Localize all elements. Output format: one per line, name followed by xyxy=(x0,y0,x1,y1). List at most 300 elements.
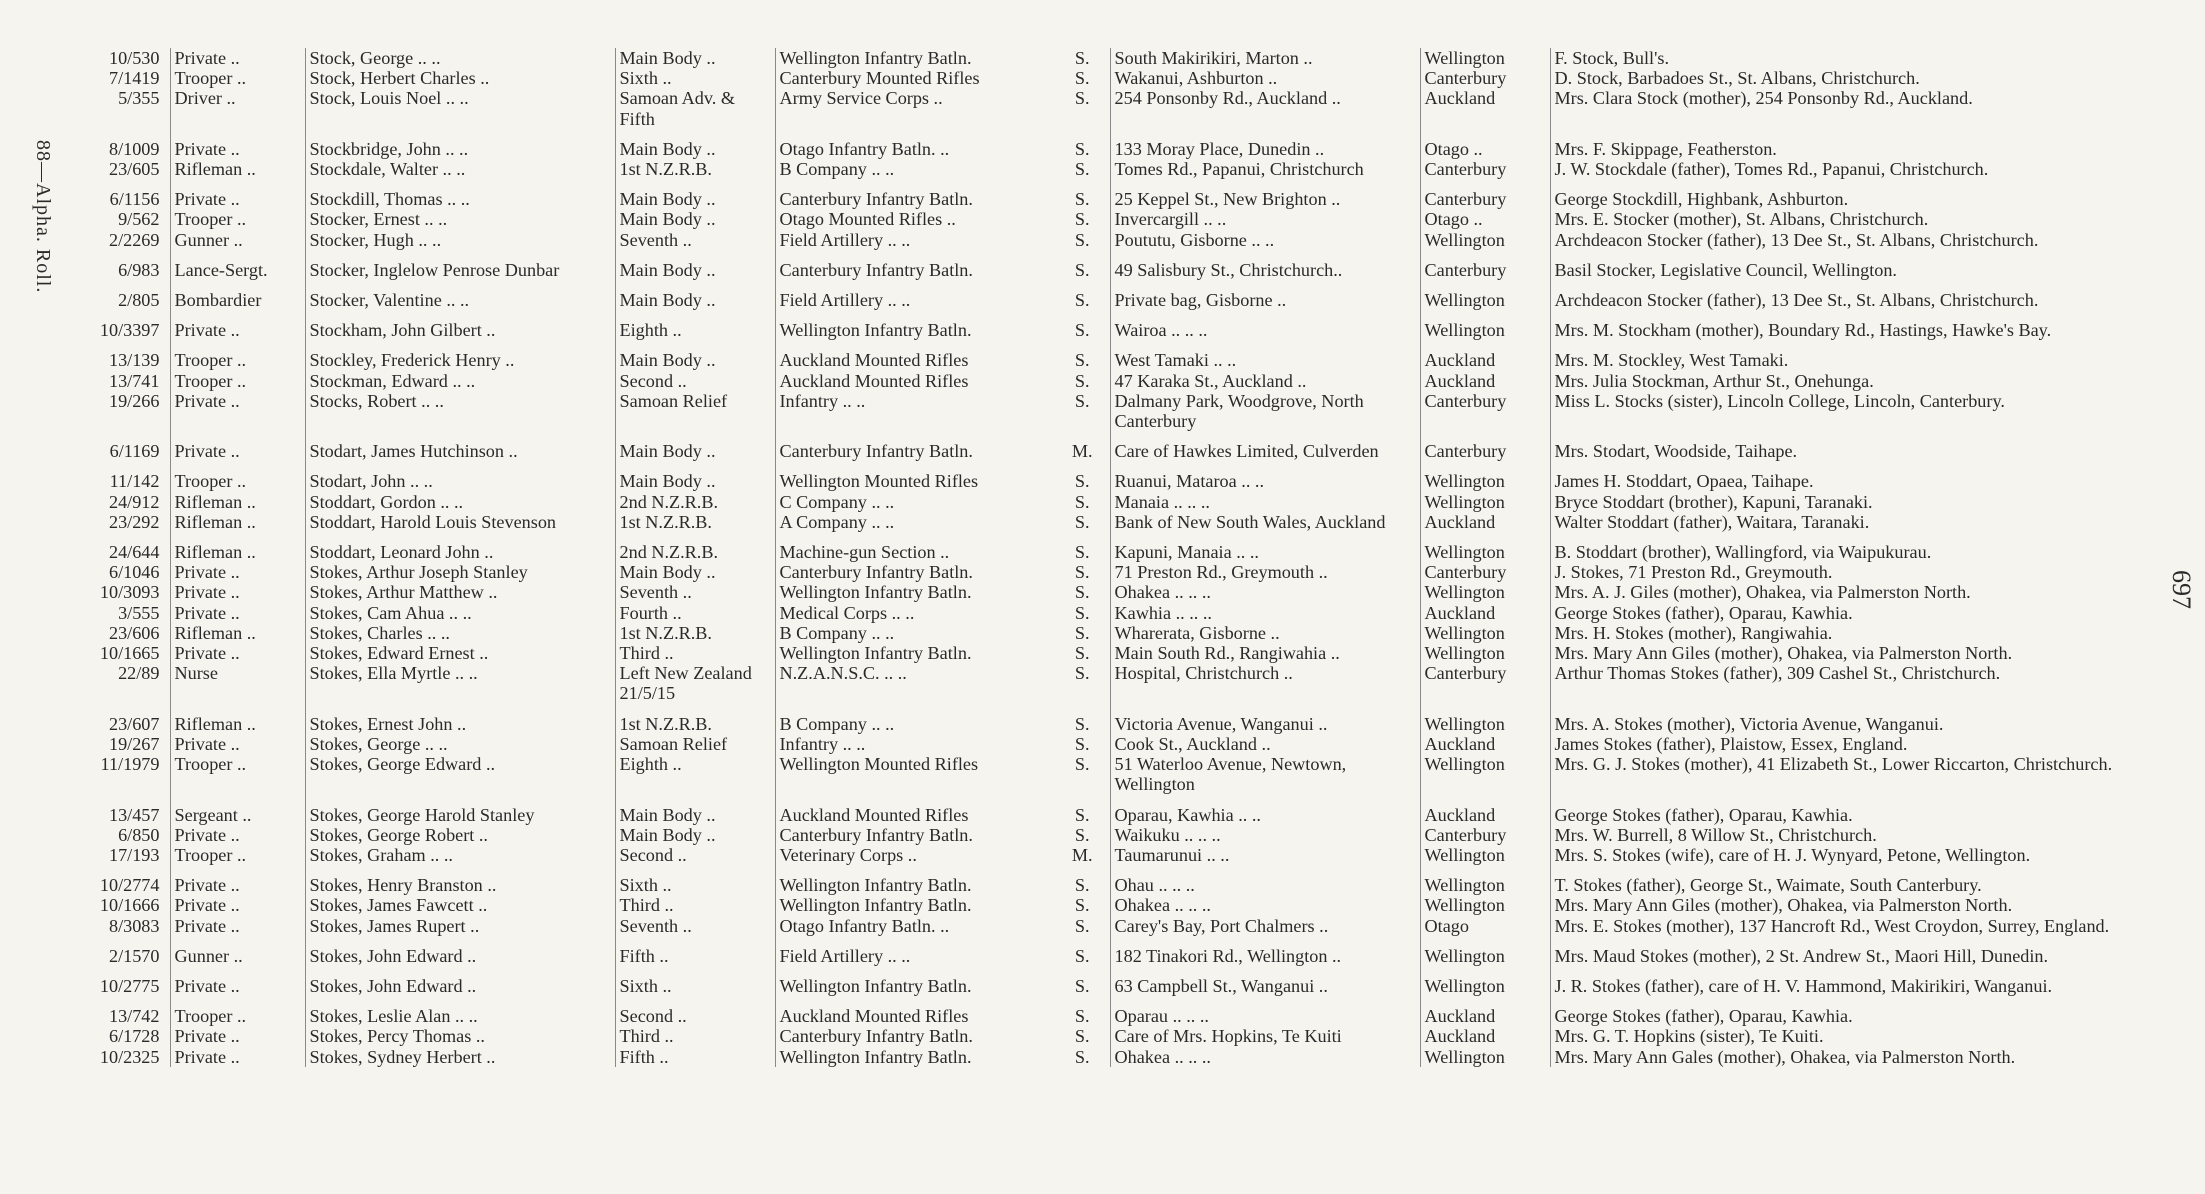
service-number-cell: 13/742 xyxy=(108,1006,160,1027)
table-row xyxy=(70,643,2150,663)
address-cell: Cook St., Auckland .. xyxy=(1110,734,1420,754)
marital-status-cell: S. xyxy=(1074,370,1090,391)
service-number-cell: 6/983 xyxy=(118,259,160,280)
soldier-name-cell: Stockdale, Walter .. .. xyxy=(305,159,615,189)
corps-cell: Canterbury Infantry Batln. xyxy=(775,1026,1055,1046)
table-row xyxy=(70,350,2150,370)
marital-status-cell: S. xyxy=(1074,159,1090,180)
soldier-name-cell: Stockdill, Thomas .. .. xyxy=(305,189,615,209)
corps-cell: B Company .. .. xyxy=(775,714,1055,734)
draft-cell: Third .. xyxy=(615,895,775,915)
soldier-name-cell: Stokes, Percy Thomas .. xyxy=(305,1026,615,1046)
draft-cell: Samoan Adv. & Fifth xyxy=(615,88,775,138)
marital-status-cell: S. xyxy=(1074,602,1090,623)
page-number: 697 xyxy=(2167,570,2196,609)
draft-cell: Main Body .. xyxy=(615,350,775,370)
table-row xyxy=(70,542,2150,562)
district-cell: Canterbury xyxy=(1420,391,1550,441)
address-cell: Waikuku .. .. .. xyxy=(1110,825,1420,845)
rank-cell: Rifleman .. xyxy=(170,159,305,189)
corps-cell: Wellington Infantry Batln. xyxy=(775,1047,1055,1067)
soldier-name-cell: Stockham, John Gilbert .. xyxy=(305,320,615,350)
service-number-cell: 2/1570 xyxy=(108,945,160,966)
side-label: 88—Alpha. Roll. xyxy=(32,140,54,294)
address-cell: 25 Keppel St., New Brighton .. xyxy=(1110,189,1420,209)
soldier-name-cell: Stokes, Arthur Joseph Stanley xyxy=(305,562,615,582)
rank-cell: Private .. xyxy=(170,1047,305,1067)
address-cell: 51 Waterloo Avenue, Newtown, Wellington xyxy=(1110,754,1420,804)
soldier-name-cell: Stoddart, Gordon .. .. xyxy=(305,492,615,512)
marital-status-cell: S. xyxy=(1074,824,1090,845)
district-cell: Wellington xyxy=(1420,976,1550,1006)
table-row xyxy=(70,512,2150,542)
next-of-kin-cell: Mrs. Stodart, Woodside, Taihape. xyxy=(1550,441,2150,471)
soldier-name-cell: Stockman, Edward .. .. xyxy=(305,371,615,391)
service-number-cell: 23/292 xyxy=(108,511,160,532)
corps-cell: Auckland Mounted Rifles xyxy=(775,1006,1055,1026)
roll-body xyxy=(70,48,2150,1067)
next-of-kin-cell: Basil Stocker, Legislative Council, Wellington. xyxy=(1550,260,2150,290)
draft-cell: Main Body .. xyxy=(615,290,775,320)
next-of-kin-cell: T. Stokes (father), George St., Waimate, South Canterbury. xyxy=(1550,875,2150,895)
soldier-name-cell: Stokes, Leslie Alan .. .. xyxy=(305,1006,615,1026)
service-number-cell: 5/355 xyxy=(118,88,160,109)
corps-cell: Canterbury Infantry Batln. xyxy=(775,189,1055,209)
soldier-name-cell: Stokes, George Edward .. xyxy=(305,754,615,804)
next-of-kin-cell: Mrs. S. Stokes (wife), care of H. J. Wynyard, Petone, Wellington. xyxy=(1550,845,2150,875)
table-row xyxy=(70,845,2150,875)
table-row xyxy=(70,916,2150,946)
draft-cell: Fifth .. xyxy=(615,946,775,976)
table-row xyxy=(70,48,2150,68)
soldier-name-cell: Stokes, George .. .. xyxy=(305,734,615,754)
district-cell: Wellington xyxy=(1420,320,1550,350)
table-row xyxy=(70,88,2150,138)
rank-cell: Private .. xyxy=(170,875,305,895)
soldier-name-cell: Stokes, Sydney Herbert .. xyxy=(305,1047,615,1067)
draft-cell: Main Body .. xyxy=(615,139,775,159)
rank-cell: Private .. xyxy=(170,582,305,602)
draft-cell: Main Body .. xyxy=(615,48,775,68)
table-row xyxy=(70,663,2150,713)
address-cell: Ruanui, Mataroa .. .. xyxy=(1110,471,1420,491)
marital-status-cell: S. xyxy=(1074,48,1090,68)
marital-status-cell: S. xyxy=(1074,189,1090,210)
draft-cell: Main Body .. xyxy=(615,209,775,229)
marital-status-cell: S. xyxy=(1074,582,1090,603)
corps-cell: Field Artillery .. .. xyxy=(775,290,1055,320)
next-of-kin-cell: James Stokes (father), Plaistow, Essex, England. xyxy=(1550,734,2150,754)
address-cell: Wakanui, Ashburton .. xyxy=(1110,68,1420,88)
soldier-name-cell: Stokes, John Edward .. xyxy=(305,976,615,1006)
address-cell: Ohakea .. .. .. xyxy=(1110,582,1420,602)
service-number-cell: 8/3083 xyxy=(108,915,160,936)
table-row xyxy=(70,1006,2150,1026)
corps-cell: Wellington Mounted Rifles xyxy=(775,754,1055,804)
soldier-name-cell: Stokes, Ella Myrtle .. .. xyxy=(305,663,615,713)
corps-cell: Veterinary Corps .. xyxy=(775,845,1055,875)
draft-cell: 2nd N.Z.R.B. xyxy=(615,542,775,562)
rank-cell: Private .. xyxy=(170,1026,305,1046)
next-of-kin-cell: Mrs. Maud Stokes (mother), 2 St. Andrew St., Maori Hill, Dunedin. xyxy=(1550,946,2150,976)
soldier-name-cell: Stokes, Graham .. .. xyxy=(305,845,615,875)
marital-status-cell: S. xyxy=(1074,350,1090,371)
corps-cell: Otago Infantry Batln. .. xyxy=(775,139,1055,159)
draft-cell: Seventh .. xyxy=(615,582,775,602)
next-of-kin-cell: F. Stock, Bull's. xyxy=(1550,48,2150,68)
marital-status-cell: S. xyxy=(1074,875,1090,896)
table-row xyxy=(70,391,2150,441)
district-cell: Auckland xyxy=(1420,350,1550,370)
address-cell: Carey's Bay, Port Chalmers .. xyxy=(1110,916,1420,946)
next-of-kin-cell: Mrs. H. Stokes (mother), Rangiwahia. xyxy=(1550,623,2150,643)
table-row xyxy=(70,230,2150,260)
rank-cell: Rifleman .. xyxy=(170,714,305,734)
district-cell: Auckland xyxy=(1420,805,1550,825)
next-of-kin-cell: George Stokes (father), Oparau, Kawhia. xyxy=(1550,1006,2150,1026)
service-number-cell: 7/1419 xyxy=(108,68,160,89)
draft-cell: Main Body .. xyxy=(615,471,775,491)
rank-cell: Private .. xyxy=(170,391,305,441)
marital-status-cell: S. xyxy=(1074,733,1090,754)
district-cell: Wellington xyxy=(1420,48,1550,68)
next-of-kin-cell: Miss L. Stocks (sister), Lincoln College, Lincoln, Canterbury. xyxy=(1550,391,2150,441)
corps-cell: Otago Mounted Rifles .. xyxy=(775,209,1055,229)
address-cell: Kapuni, Manaia .. .. xyxy=(1110,542,1420,562)
next-of-kin-cell: Mrs. E. Stokes (mother), 137 Hancroft Rd., West Croydon, Surrey, England. xyxy=(1550,916,2150,946)
service-number-cell: 19/266 xyxy=(108,390,160,411)
next-of-kin-cell: D. Stock, Barbadoes St., St. Albans, Christchurch. xyxy=(1550,68,2150,88)
service-number-cell: 11/1979 xyxy=(100,754,160,775)
service-number-cell: 10/530 xyxy=(108,48,160,68)
soldier-name-cell: Stokes, Ernest John .. xyxy=(305,714,615,734)
marital-status-cell: M. xyxy=(1071,844,1093,865)
district-cell: Wellington xyxy=(1420,492,1550,512)
next-of-kin-cell: Archdeacon Stocker (father), 13 Dee St., St. Albans, Christchurch. xyxy=(1550,230,2150,260)
address-cell: 254 Ponsonby Rd., Auckland .. xyxy=(1110,88,1420,138)
district-cell: Auckland xyxy=(1420,734,1550,754)
soldier-name-cell: Stocker, Inglelow Penrose Dunbar xyxy=(305,260,615,290)
table-row xyxy=(70,320,2150,350)
next-of-kin-cell: Bryce Stoddart (brother), Kapuni, Taranaki. xyxy=(1550,492,2150,512)
district-cell: Wellington xyxy=(1420,946,1550,976)
service-number-cell: 10/3093 xyxy=(99,582,160,603)
service-number-cell: 2/805 xyxy=(118,290,160,311)
address-cell: Ohakea .. .. .. xyxy=(1110,1047,1420,1067)
address-cell: Care of Hawkes Limited, Culverden xyxy=(1110,441,1420,471)
next-of-kin-cell: Mrs. G. J. Stokes (mother), 41 Elizabeth St., Lower Riccarton, Christchurch. xyxy=(1550,754,2150,804)
district-cell: Canterbury xyxy=(1420,663,1550,713)
next-of-kin-cell: J. W. Stockdale (father), Tomes Rd., Papanui, Christchurch. xyxy=(1550,159,2150,189)
marital-status-cell: S. xyxy=(1074,713,1090,734)
roll-table xyxy=(70,48,2150,1067)
address-cell: Poututu, Gisborne .. .. xyxy=(1110,230,1420,260)
corps-cell: Wellington Infantry Batln. xyxy=(775,643,1055,663)
table-row xyxy=(70,895,2150,915)
table-row xyxy=(70,209,2150,229)
district-cell: Wellington xyxy=(1420,542,1550,562)
marital-status-cell: S. xyxy=(1074,390,1090,411)
draft-cell: Main Body .. xyxy=(615,805,775,825)
table-row xyxy=(70,734,2150,754)
rank-cell: Private .. xyxy=(170,895,305,915)
soldier-name-cell: Stokes, James Rupert .. xyxy=(305,916,615,946)
marital-status-cell: S. xyxy=(1074,471,1090,492)
draft-cell: 1st N.Z.R.B. xyxy=(615,623,775,643)
corps-cell: Infantry .. .. xyxy=(775,734,1055,754)
next-of-kin-cell: George Stokes (father), Oparau, Kawhia. xyxy=(1550,603,2150,623)
next-of-kin-cell: James H. Stoddart, Opaea, Taihape. xyxy=(1550,471,2150,491)
draft-cell: Eighth .. xyxy=(615,320,775,350)
corps-cell: Wellington Mounted Rifles xyxy=(775,471,1055,491)
draft-cell: 1st N.Z.R.B. xyxy=(615,159,775,189)
draft-cell: 2nd N.Z.R.B. xyxy=(615,492,775,512)
rank-cell: Private .. xyxy=(170,48,305,68)
marital-status-cell: S. xyxy=(1074,663,1090,684)
marital-status-cell: S. xyxy=(1074,1046,1090,1067)
district-cell: Wellington xyxy=(1420,714,1550,734)
corps-cell: Wellington Infantry Batln. xyxy=(775,875,1055,895)
soldier-name-cell: Stocker, Hugh .. .. xyxy=(305,230,615,260)
marital-status-cell: S. xyxy=(1074,290,1090,311)
corps-cell: Wellington Infantry Batln. xyxy=(775,582,1055,602)
table-row xyxy=(70,471,2150,491)
soldier-name-cell: Stokes, Edward Ernest .. xyxy=(305,643,615,663)
next-of-kin-cell: J. Stokes, 71 Preston Rd., Greymouth. xyxy=(1550,562,2150,582)
rank-cell: Private .. xyxy=(170,825,305,845)
next-of-kin-cell: Mrs. G. T. Hopkins (sister), Te Kuiti. xyxy=(1550,1026,2150,1046)
table-row xyxy=(70,562,2150,582)
draft-cell: Sixth .. xyxy=(615,68,775,88)
corps-cell: B Company .. .. xyxy=(775,159,1055,189)
district-cell: Otago .. xyxy=(1420,139,1550,159)
soldier-name-cell: Stock, George .. .. xyxy=(305,48,615,68)
service-number-cell: 2/2269 xyxy=(108,229,160,250)
next-of-kin-cell: Mrs. Mary Ann Gales (mother), Ohakea, via Palmerston North. xyxy=(1550,1047,2150,1067)
service-number-cell: 23/605 xyxy=(108,159,160,180)
rank-cell: Bombardier xyxy=(170,290,305,320)
rank-cell: Rifleman .. xyxy=(170,492,305,512)
rank-cell: Trooper .. xyxy=(170,371,305,391)
service-number-cell: 10/2325 xyxy=(99,1046,160,1067)
table-row xyxy=(70,159,2150,189)
rank-cell: Lance-Sergt. xyxy=(170,260,305,290)
service-number-cell: 6/1046 xyxy=(108,562,160,583)
table-row xyxy=(70,946,2150,976)
table-row xyxy=(70,371,2150,391)
draft-cell: Eighth .. xyxy=(615,754,775,804)
rank-cell: Private .. xyxy=(170,916,305,946)
corps-cell: Field Artillery .. .. xyxy=(775,230,1055,260)
corps-cell: Wellington Infantry Batln. xyxy=(775,895,1055,915)
draft-cell: Main Body .. xyxy=(615,189,775,209)
rank-cell: Rifleman .. xyxy=(170,512,305,542)
district-cell: Wellington xyxy=(1420,230,1550,260)
corps-cell: N.Z.A.N.S.C. .. .. xyxy=(775,663,1055,713)
address-cell: Ohakea .. .. .. xyxy=(1110,895,1420,915)
soldier-name-cell: Stockley, Frederick Henry .. xyxy=(305,350,615,370)
soldier-name-cell: Stock, Louis Noel .. .. xyxy=(305,88,615,138)
address-cell: 182 Tinakori Rd., Wellington .. xyxy=(1110,946,1420,976)
draft-cell: Seventh .. xyxy=(615,230,775,260)
service-number-cell: 10/1666 xyxy=(99,895,160,916)
district-cell: Wellington xyxy=(1420,290,1550,320)
corps-cell: Wellington Infantry Batln. xyxy=(775,320,1055,350)
marital-status-cell: S. xyxy=(1074,975,1090,996)
next-of-kin-cell: Archdeacon Stocker (father), 13 Dee St., St. Albans, Christchurch. xyxy=(1550,290,2150,320)
rank-cell: Private .. xyxy=(170,139,305,159)
address-cell: Private bag, Gisborne .. xyxy=(1110,290,1420,320)
rank-cell: Private .. xyxy=(170,734,305,754)
soldier-name-cell: Stokes, George Robert .. xyxy=(305,825,615,845)
rank-cell: Rifleman .. xyxy=(170,542,305,562)
corps-cell: Army Service Corps .. xyxy=(775,88,1055,138)
district-cell: Auckland xyxy=(1420,512,1550,542)
soldier-name-cell: Stokes, Henry Branston .. xyxy=(305,875,615,895)
rank-cell: Private .. xyxy=(170,320,305,350)
district-cell: Canterbury xyxy=(1420,159,1550,189)
soldier-name-cell: Stokes, John Edward .. xyxy=(305,946,615,976)
soldier-name-cell: Stockbridge, John .. .. xyxy=(305,139,615,159)
district-cell: Auckland xyxy=(1420,1026,1550,1046)
district-cell: Auckland xyxy=(1420,371,1550,391)
address-cell: Wharerata, Gisborne .. xyxy=(1110,623,1420,643)
rank-cell: Private .. xyxy=(170,976,305,1006)
draft-cell: Sixth .. xyxy=(615,875,775,895)
service-number-cell: 6/1169 xyxy=(109,441,160,462)
service-number-cell: 13/139 xyxy=(108,350,160,371)
next-of-kin-cell: Mrs. E. Stocker (mother), St. Albans, Christchurch. xyxy=(1550,209,2150,229)
address-cell: Dalmany Park, Woodgrove, North Canterbury xyxy=(1110,391,1420,441)
district-cell: Wellington xyxy=(1420,582,1550,602)
corps-cell: Machine-gun Section .. xyxy=(775,542,1055,562)
corps-cell: Canterbury Infantry Batln. xyxy=(775,441,1055,471)
next-of-kin-cell: Mrs. Julia Stockman, Arthur St., Onehunga. xyxy=(1550,371,2150,391)
draft-cell: Fourth .. xyxy=(615,603,775,623)
address-cell: Oparau, Kawhia .. .. xyxy=(1110,805,1420,825)
district-cell: Wellington xyxy=(1420,895,1550,915)
service-number-cell: 13/741 xyxy=(108,370,160,391)
service-number-cell: 23/606 xyxy=(108,622,160,643)
service-number-cell: 10/2774 xyxy=(99,875,160,896)
corps-cell: Auckland Mounted Rifles xyxy=(775,371,1055,391)
service-number-cell: 3/555 xyxy=(118,602,160,623)
draft-cell: Main Body .. xyxy=(615,825,775,845)
address-cell: Victoria Avenue, Wanganui .. xyxy=(1110,714,1420,734)
next-of-kin-cell: Mrs. W. Burrell, 8 Willow St., Christchurch. xyxy=(1550,825,2150,845)
address-cell: Taumarunui .. .. xyxy=(1110,845,1420,875)
next-of-kin-cell: Arthur Thomas Stokes (father), 309 Cashel St., Christchurch. xyxy=(1550,663,2150,713)
next-of-kin-cell: Mrs. Mary Ann Giles (mother), Ohakea, via Palmerston North. xyxy=(1550,643,2150,663)
next-of-kin-cell: George Stokes (father), Oparau, Kawhia. xyxy=(1550,805,2150,825)
next-of-kin-cell: Mrs. M. Stockley, West Tamaki. xyxy=(1550,350,2150,370)
next-of-kin-cell: Mrs. M. Stockham (mother), Boundary Rd., Hastings, Hawke's Bay. xyxy=(1550,320,2150,350)
marital-status-cell: S. xyxy=(1074,320,1090,341)
draft-cell: Main Body .. xyxy=(615,441,775,471)
rank-cell: Trooper .. xyxy=(170,754,305,804)
address-cell: Ohau .. .. .. xyxy=(1110,875,1420,895)
corps-cell: Canterbury Infantry Batln. xyxy=(775,825,1055,845)
corps-cell: B Company .. .. xyxy=(775,623,1055,643)
address-cell: Hospital, Christchurch .. xyxy=(1110,663,1420,713)
draft-cell: Second .. xyxy=(615,1006,775,1026)
table-row xyxy=(70,754,2150,804)
service-number-cell: 10/2775 xyxy=(99,975,160,996)
next-of-kin-cell: Walter Stoddart (father), Waitara, Taranaki. xyxy=(1550,512,2150,542)
service-number-cell: 8/1009 xyxy=(108,138,160,159)
address-cell: Main South Rd., Rangiwahia .. xyxy=(1110,643,1420,663)
corps-cell: A Company .. .. xyxy=(775,512,1055,542)
district-cell: Wellington xyxy=(1420,643,1550,663)
draft-cell: Left New Zealand 21/5/15 xyxy=(615,663,775,713)
service-number-cell: 11/142 xyxy=(109,471,160,492)
address-cell: West Tamaki .. .. xyxy=(1110,350,1420,370)
rank-cell: Rifleman .. xyxy=(170,623,305,643)
marital-status-cell: S. xyxy=(1074,1026,1090,1047)
soldier-name-cell: Stocker, Valentine .. .. xyxy=(305,290,615,320)
district-cell: Auckland xyxy=(1420,88,1550,138)
service-number-cell: 10/1665 xyxy=(99,643,160,664)
address-cell: Invercargill .. .. xyxy=(1110,209,1420,229)
rank-cell: Private .. xyxy=(170,189,305,209)
service-number-cell: 24/912 xyxy=(108,491,160,512)
soldier-name-cell: Stock, Herbert Charles .. xyxy=(305,68,615,88)
soldier-name-cell: Stokes, Charles .. .. xyxy=(305,623,615,643)
soldier-name-cell: Stokes, Arthur Matthew .. xyxy=(305,582,615,602)
corps-cell: C Company .. .. xyxy=(775,492,1055,512)
soldier-name-cell: Stoddart, Leonard John .. xyxy=(305,542,615,562)
corps-cell: Auckland Mounted Rifles xyxy=(775,350,1055,370)
table-row xyxy=(70,825,2150,845)
corps-cell: Otago Infantry Batln. .. xyxy=(775,916,1055,946)
address-cell: Tomes Rd., Papanui, Christchurch xyxy=(1110,159,1420,189)
service-number-cell: 13/457 xyxy=(108,804,160,825)
address-cell: Care of Mrs. Hopkins, Te Kuiti xyxy=(1110,1026,1420,1046)
rank-cell: Private .. xyxy=(170,562,305,582)
table-row xyxy=(70,492,2150,512)
district-cell: Auckland xyxy=(1420,603,1550,623)
address-cell: 49 Salisbury St., Christchurch.. xyxy=(1110,260,1420,290)
corps-cell: Medical Corps .. .. xyxy=(775,603,1055,623)
draft-cell: Third .. xyxy=(615,643,775,663)
soldier-name-cell: Stokes, Cam Ahua .. .. xyxy=(305,603,615,623)
draft-cell: Sixth .. xyxy=(615,976,775,1006)
table-row xyxy=(70,441,2150,471)
soldier-name-cell: Stocker, Ernest .. .. xyxy=(305,209,615,229)
draft-cell: 1st N.Z.R.B. xyxy=(615,512,775,542)
district-cell: Canterbury xyxy=(1420,562,1550,582)
table-row xyxy=(70,623,2150,643)
corps-cell: Wellington Infantry Batln. xyxy=(775,976,1055,1006)
address-cell: Bank of New South Wales, Auckland xyxy=(1110,512,1420,542)
marital-status-cell: S. xyxy=(1074,88,1090,109)
district-cell: Wellington xyxy=(1420,754,1550,804)
address-cell: Kawhia .. .. .. xyxy=(1110,603,1420,623)
marital-status-cell: S. xyxy=(1074,229,1090,250)
address-cell: 71 Preston Rd., Greymouth .. xyxy=(1110,562,1420,582)
next-of-kin-cell: Mrs. Clara Stock (mother), 254 Ponsonby Rd., Auckland. xyxy=(1550,88,2150,138)
soldier-name-cell: Stodart, John .. .. xyxy=(305,471,615,491)
next-of-kin-cell: J. R. Stokes (father), care of H. V. Hammond, Makirikiri, Wanganui. xyxy=(1550,976,2150,1006)
next-of-kin-cell: Mrs. A. J. Giles (mother), Ohakea, via Palmerston North. xyxy=(1550,582,2150,602)
rank-cell: Private .. xyxy=(170,643,305,663)
rank-cell: Trooper .. xyxy=(170,471,305,491)
marital-status-cell: S. xyxy=(1074,895,1090,916)
marital-status-cell: S. xyxy=(1074,138,1090,159)
soldier-name-cell: Stokes, James Fawcett .. xyxy=(305,895,615,915)
district-cell: Auckland xyxy=(1420,1006,1550,1026)
soldier-name-cell: Stoddart, Harold Louis Stevenson xyxy=(305,512,615,542)
